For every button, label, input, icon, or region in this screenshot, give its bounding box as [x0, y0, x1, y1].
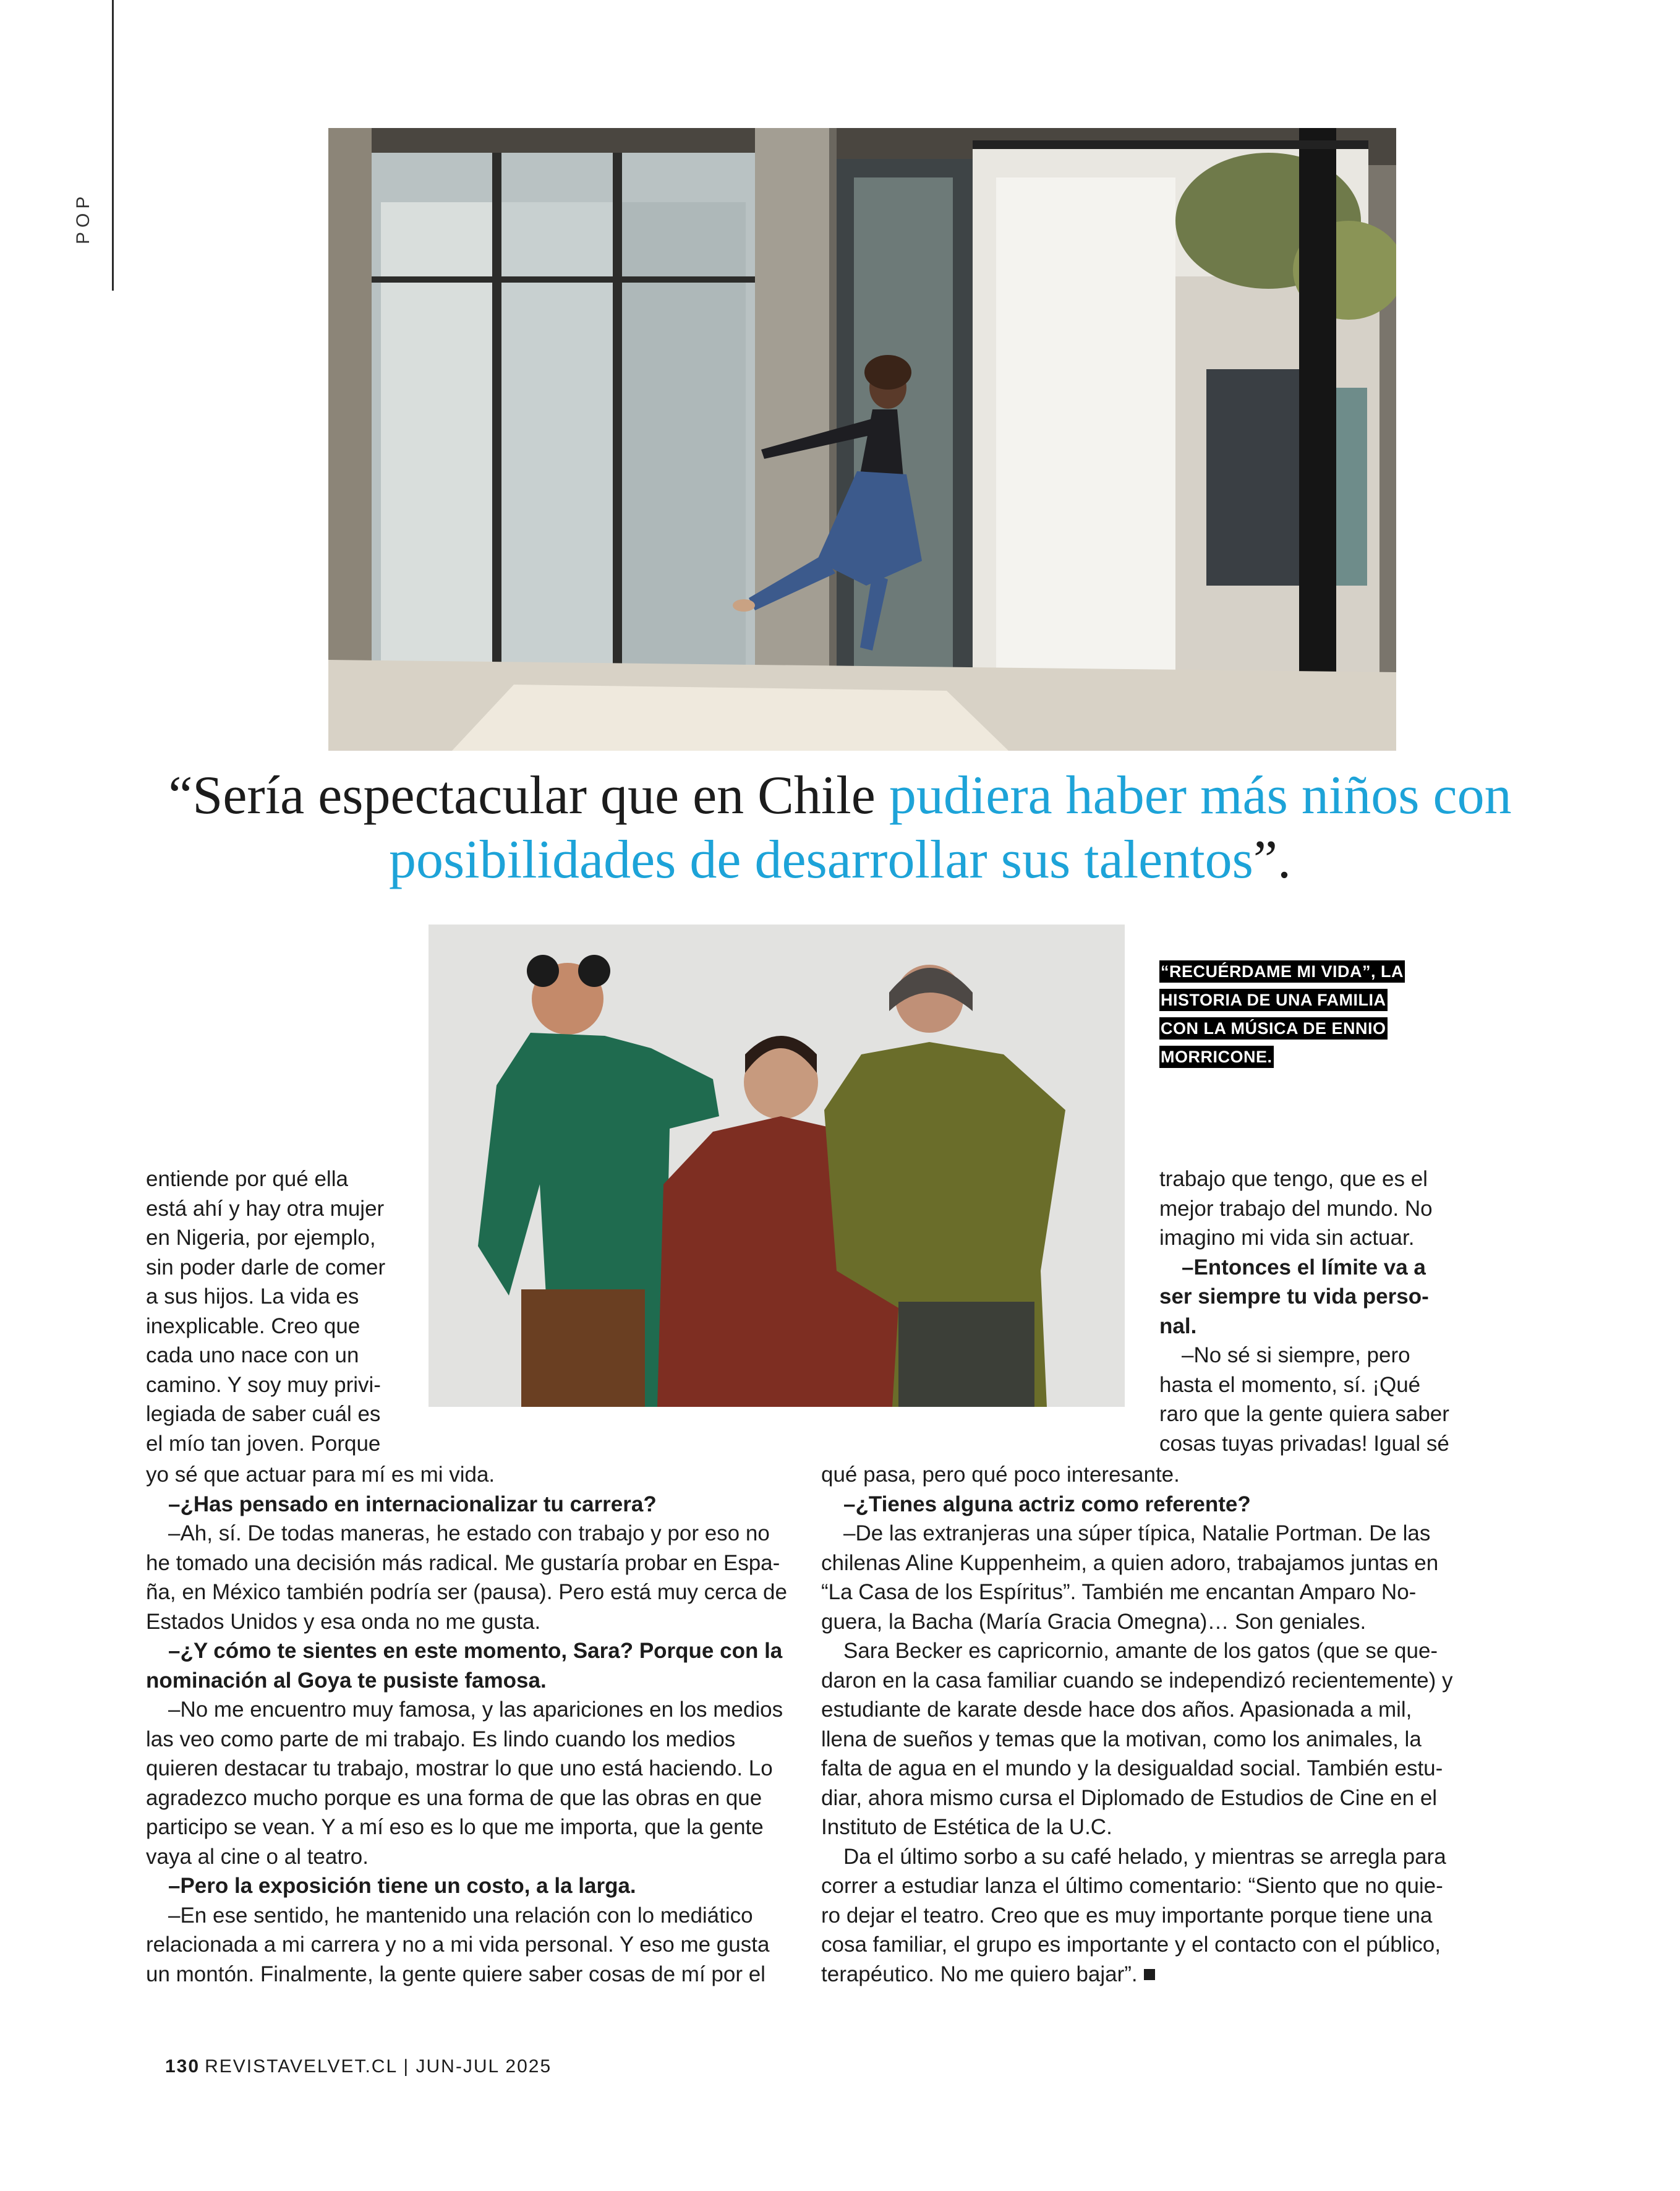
- interview-answer: –No me encuentro muy famosa, y las apariciones en los medios las veo como parte de mi trabajo. Es lindo cuando los medios quieren destacar tu trabajo, mostrar lo que uno está haciendo. Lo agradezco mucho porque es una forma de que las obras en que participo se vean. Y a mí eso es lo que me importa, que la gente vaya al cine o al teatro.: [146, 1698, 783, 1869]
- body-paragraph: Sara Becker es capricornio, amante de los gatos (que se que-daron en la casa familiar cuando se independizó recientemente) y estudiante de karate desde hace dos años. Apasionada a mil, llena de sueños y temas que la motivan, como los animales, la falta de agua en el mundo y la desigualdad social. También estu-diar, ahora mismo cursa el Diplomado de Estudios de Cine en el Instituto de Estética de la U.C.: [821, 1639, 1453, 1839]
- text-line: raro que la gente quiera saber: [1159, 1402, 1449, 1426]
- right-column-top: [1159, 1164, 1456, 1458]
- text-line: está ahí y hay otra mujer: [146, 1196, 385, 1221]
- text-line: imagino mi vida sin actuar.: [1159, 1226, 1415, 1250]
- section-label: POP: [73, 192, 93, 244]
- interview-question: –¿Tienes alguna actriz como referente?: [843, 1492, 1251, 1516]
- text-line: legiada de saber cuál es: [146, 1402, 381, 1426]
- text-line: mejor trabajo del mundo. No: [1159, 1196, 1433, 1221]
- text-line: entiende por qué ella: [146, 1167, 348, 1191]
- text-line: yo sé que actuar para mí es mi vida.: [146, 1463, 495, 1487]
- publication-info: REVISTAVELVET.CL | JUN-JUL 2025: [205, 2056, 552, 2077]
- cast-photo: [429, 925, 1125, 1407]
- page-number: 130: [165, 2056, 200, 2077]
- interview-answer: –No sé si siempre, pero: [1182, 1343, 1410, 1367]
- left-column-top: [146, 1164, 406, 1458]
- text-line: trabajo que tengo, que es el: [1159, 1167, 1428, 1191]
- body-paragraph-final: [821, 1842, 1455, 1989]
- interview-question: ser siempre tu vida perso-: [1159, 1284, 1429, 1309]
- interview-answer: –Ah, sí. De todas maneras, he estado con trabajo y por eso no he tomado una decisión más radical. Me gustaría probar en Espa-ña, en México también podría ser (pausa). Pero está muy cerca de Estados Unidos y esa onda no me gusta.: [146, 1521, 787, 1634]
- pull-quote: [93, 764, 1587, 892]
- dancer-photo: [328, 128, 1396, 751]
- interview-answer: –En ese sentido, he mantenido una relación con lo mediático relacionada a mi carrera y no a mi vida personal. Y eso me gusta un montón. Finalmente, la gente quiere saber cosas de mí por el: [146, 1903, 770, 1986]
- text-line: qué pasa, pero qué poco interesante.: [821, 1463, 1180, 1487]
- pull-quote-highlight: pudiera haber más niños con posibilidades de desarrollar sus talentos: [389, 766, 1512, 890]
- end-mark-icon: [1144, 1969, 1155, 1980]
- page-footer: [165, 2056, 552, 2077]
- interview-question: –Pero la exposición tiene un costo, a la larga.: [168, 1874, 636, 1898]
- caption-line: CON LA MÚSICA DE ENNIO: [1159, 1017, 1388, 1040]
- text-line: el mío tan joven. Porque: [146, 1431, 381, 1456]
- left-column: [146, 1460, 792, 1989]
- section-rule: [112, 0, 114, 291]
- interview-answer: –De las extranjeras una súper típica, Natalie Portman. De las chilenas Aline Kuppenheim, a quien adoro, trabajamos juntas en “La Casa de los Espíritus”. También me encantan Amparo No-guera, la Bacha (María Gracia Omegna)… Son geniales.: [821, 1521, 1439, 1634]
- final-paragraph-text: Da el último sorbo a su café helado, y mientras se arregla para correr a estudiar lanza el último comentario: “Siento que no quie-ro dejar el teatro. Creo que es muy importante porque tiene una cosa familiar, el grupo es importante y el contacto con el público, terapéutico. No me quiero bajar”.: [821, 1844, 1446, 1986]
- text-line: a sus hijos. La vida es: [146, 1284, 359, 1309]
- text-line: en Nigeria, por ejemplo,: [146, 1226, 376, 1250]
- text-line: hasta el momento, sí. ¡Qué: [1159, 1372, 1421, 1397]
- caption-line: MORRICONE.: [1159, 1046, 1274, 1068]
- interview-question: –Entonces el límite va a: [1182, 1255, 1426, 1279]
- photo-caption: [1159, 957, 1431, 1071]
- interview-question: –¿Has pensado en internacionalizar tu carrera?: [168, 1492, 657, 1516]
- pull-quote-start: “Sería espectacular que en Chile: [168, 766, 889, 826]
- caption-line: HISTORIA DE UNA FAMILIA: [1159, 989, 1388, 1011]
- interview-question: –¿Y cómo te sientes en este momento, Sara? Porque con la nominación al Goya te pusiste famosa.: [146, 1639, 783, 1693]
- caption-line: “RECUÉRDAME MI VIDA”, LA: [1159, 960, 1405, 983]
- text-line: inexplicable. Creo que: [146, 1313, 360, 1338]
- right-column: [821, 1460, 1455, 1989]
- text-line: camino. Y soy muy privi-: [146, 1372, 381, 1397]
- text-line: cosas tuyas privadas! Igual sé: [1159, 1431, 1449, 1456]
- interview-question: nal.: [1159, 1313, 1197, 1338]
- text-line: cada uno nace con un: [146, 1343, 359, 1367]
- text-line: sin poder darle de comer: [146, 1255, 386, 1279]
- pull-quote-end: ”.: [1253, 830, 1291, 890]
